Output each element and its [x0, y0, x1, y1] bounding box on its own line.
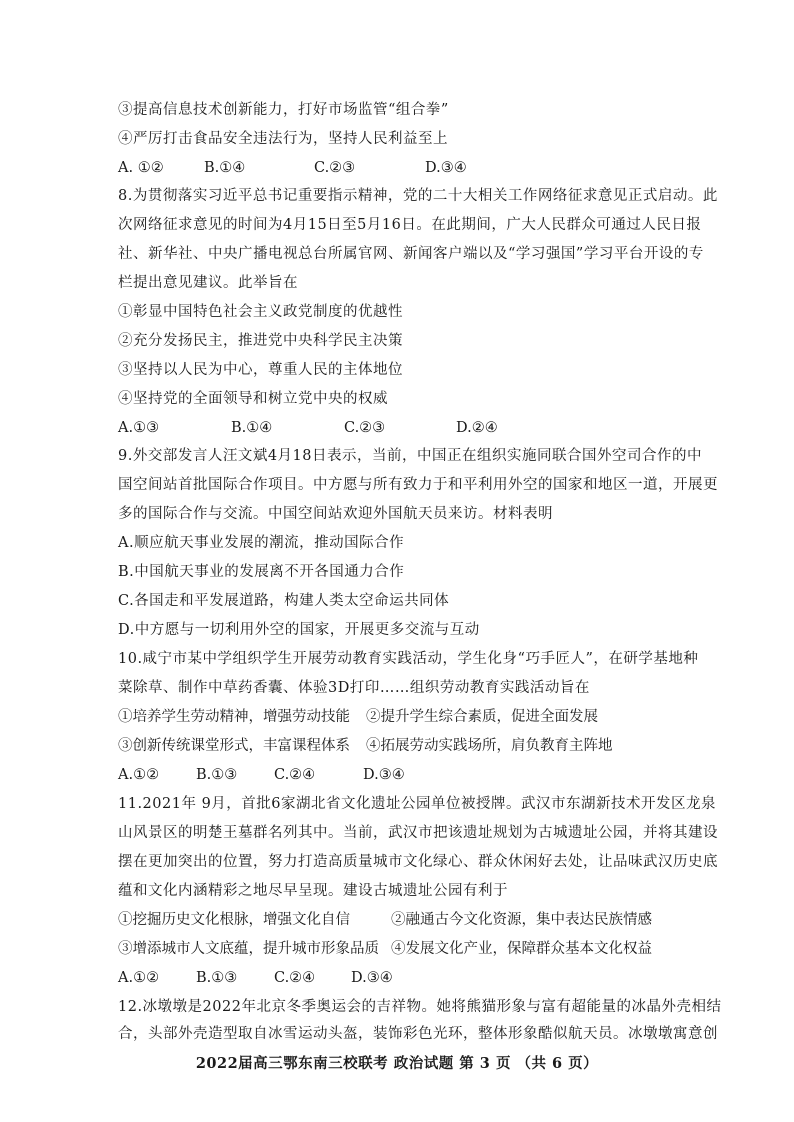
q10-items-row — [118, 733, 678, 759]
q10-items-row — [118, 704, 678, 730]
q9-choice-b: B.中国航天事业的发展离不开各国通力合作 — [118, 564, 405, 580]
q8-item-2: ②充分发扬民主，推进党中央科学民主决策 — [118, 333, 403, 349]
q7-option-b: B.①④ — [204, 160, 246, 176]
q7-option-c: C.②③ — [314, 160, 356, 176]
page-footer: 2022届高三鄂东南三校联考 政治试题 第 3 页 （共 6 页） — [195, 1055, 599, 1072]
q8-option-b: B.①④ — [231, 420, 273, 436]
q9-choice-c: C.各国走和平发展道路，构建人类太空命运共同体 — [118, 593, 450, 609]
q10-options — [118, 762, 438, 788]
q8-item-4: ④坚持党的全面领导和树立党中央的权威 — [118, 391, 388, 407]
q10-item-2: ②提升学生综合素质，促进全面发展 — [366, 709, 598, 725]
q9-choice-d: D.中方愿与一切利用外空的国家，开展更多交流与互动 — [118, 622, 480, 638]
q8-options — [118, 415, 538, 441]
q10-option-c: C.②④ — [274, 767, 316, 783]
q10-item-1: ①培养学生劳动精神，增强劳动技能 — [118, 709, 350, 725]
q8-stem-line: 栏提出意见建议。此举旨在 — [118, 275, 298, 291]
q11-item-2: ②融通古今文化资源，集中表达民族情感 — [391, 912, 652, 928]
q11-stem-line: 11.2021年 9月，首批6家湖北省文化遗址公园单位被授牌。武汉市东湖新技术开发区龙泉 — [118, 796, 717, 812]
q10-item-4: ④拓展劳动实践场所，肩负教育主阵地 — [366, 738, 613, 754]
q11-option-d: D.③④ — [351, 970, 393, 986]
q8-option-a: A.①③ — [118, 420, 160, 436]
q12-stem-line: 合，头部外壳造型取自冰雪运动头盔，装饰彩色光环，整体形象酷似航天员。冰墩墩寓意创 — [118, 1026, 718, 1042]
q7-item-4: ④严厉打击食品安全违法行为，坚持人民利益至上 — [118, 131, 448, 147]
q7-option-d: D.③④ — [425, 160, 467, 176]
q8-option-d: D.②④ — [456, 420, 498, 436]
q11-option-b: B.①③ — [196, 970, 238, 986]
q11-stem-line: 山风景区的明楚王墓群名列其中。当前，武汉市把该遗址规划为古城遗址公园，并将其建设 — [118, 825, 718, 841]
q10-option-a: A.①② — [118, 767, 160, 783]
q11-option-c: C.②④ — [274, 970, 316, 986]
q11-items-row — [118, 907, 678, 933]
q7-options — [118, 155, 518, 181]
q11-item-4: ④发展文化产业，保障群众基本文化权益 — [391, 941, 652, 957]
q9-choice-a: A.顺应航天事业发展的潮流，推动国际合作 — [118, 535, 405, 551]
q10-stem-line: 菜除草、制作中草药香囊、体验3D打印……组织劳动教育实践活动旨在 — [118, 680, 590, 696]
q9-stem-line: 9.外交部发言人汪文斌4月18日表示，当前，中国正在组织实施同联合国外空司合作的中 — [118, 448, 703, 464]
q10-option-b: B.①③ — [196, 767, 238, 783]
q7-item-3: ③提高信息技术创新能力，打好市场监管“组合拳” — [118, 102, 449, 118]
q8-stem-line: 次网络征求意见的时间为4月15日至5月16日。在此期间，广大人民群众可通过人民日报 — [118, 217, 702, 233]
q11-item-3: ③增添城市人文底蕴，提升城市形象品质 — [118, 941, 379, 957]
q11-item-1: ①挖掘历史文化根脉，增强文化自信 — [118, 912, 350, 928]
q8-option-c: C.②③ — [344, 420, 386, 436]
q11-stem-line: 摆在更加突出的位置，努力打造高质量城市文化绿心、群众休闲好去处，让品味武汉历史底 — [118, 854, 718, 870]
q7-option-a: A. ①② — [118, 160, 164, 176]
q11-options — [118, 965, 438, 991]
q11-option-a: A.①② — [118, 970, 160, 986]
q11-items-row — [118, 936, 678, 962]
q10-item-3: ③创新传统课堂形式，丰富课程体系 — [118, 738, 350, 754]
q8-item-3: ③坚持以人民为中心，尊重人民的主体地位 — [118, 362, 403, 378]
q8-stem-line: 8.为贯彻落实习近平总书记重要指示精神，党的二十大相关工作网络征求意见正式启动。此 — [118, 188, 718, 204]
q8-item-1: ①彰显中国特色社会主义政党制度的优越性 — [118, 304, 403, 320]
q9-stem-line: 多的国际合作与交流。中国空间站欢迎外国航天员来访。材料表明 — [118, 506, 553, 522]
q8-stem-line: 社、新华社、中央广播电视总台所属官网、新闻客户端以及“学习强国”学习平台开设的专 — [118, 246, 704, 262]
q10-option-d: D.③④ — [363, 767, 405, 783]
q9-stem-line: 国空间站首批国际合作项目。中方愿与所有致力于和平利用外空的国家和地区一道，开展更 — [118, 477, 718, 493]
q11-stem-line: 蕴和文化内涵精彩之地尽早呈现。建设古城遗址公园有利于 — [118, 883, 508, 899]
q10-stem-line: 10.咸宁市某中学组织学生开展劳动教育实践活动，学生化身“巧手匠人”，在研学基地种 — [118, 651, 699, 667]
q12-stem-line: 12.冰墩墩是2022年北京冬季奥运会的吉祥物。她将熊猫形象与富有超能量的冰晶外壳相结 — [118, 999, 722, 1015]
